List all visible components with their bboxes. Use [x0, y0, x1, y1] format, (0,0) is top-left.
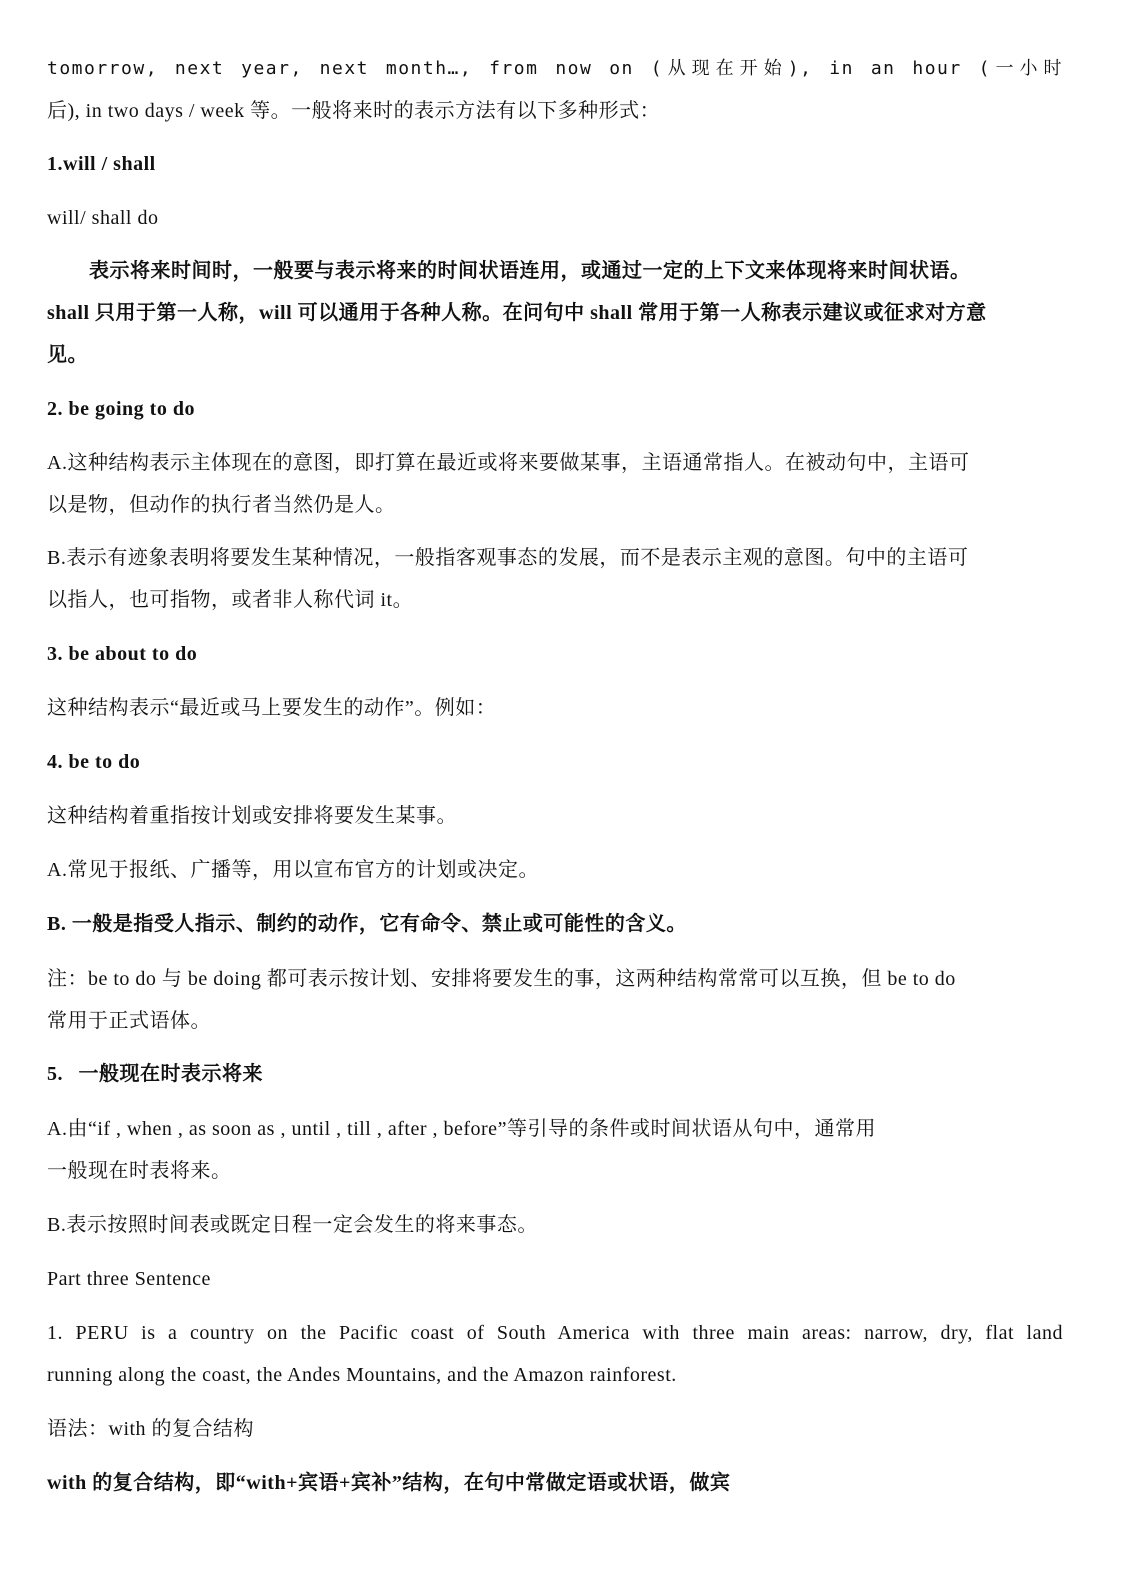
section-1-body-line-3: 见。: [47, 344, 88, 366]
section-5-b: B.表示按照时间表或既定日程一定会发生的将来事态。: [47, 1214, 538, 1236]
section-3-heading: 3. be about to do: [47, 643, 198, 665]
grammar-body: with 的复合结构，即“with+宾语+宾补”结构，在句中常做定语或状语，做宾: [47, 1472, 731, 1494]
section-5-heading-number: 5.: [47, 1063, 63, 1085]
section-2-b-line-2: 以指人，也可指物，或者非人称代词 it。: [47, 589, 414, 611]
section-1-form: will/ shall do: [47, 207, 159, 229]
section-1-body-line-1: 表示将来时间时，一般要与表示将来的时间状语连用，或通过一定的上下文来体现将来时间状语。: [89, 260, 971, 282]
section-2-a-line-2: 以是物，但动作的执行者当然仍是人。: [47, 494, 396, 516]
section-4-note-line-1: 注：be to do 与 be doing 都可表示按计划、安排将要发生的事，这两种结构常常可以互换，但 be to do: [47, 968, 956, 990]
intro-line-1: tomorrow, next year, next month…, from now on (从现在开始), in an hour (一小时: [47, 58, 1063, 79]
section-4-b: B. 一般是指受人指示、制约的动作，它有命令、禁止或可能性的含义。: [47, 913, 687, 935]
intro-line-2: 后), in two days / week 等。一般将来时的表示方法有以下多种形式：: [47, 100, 661, 122]
part-three-title: Part three Sentence: [47, 1268, 211, 1290]
section-5-heading-text: 一般现在时表示将来: [78, 1063, 263, 1085]
section-1-heading: 1.will / shall: [47, 153, 156, 175]
section-4-heading: 4. be to do: [47, 751, 141, 773]
section-5-heading: [47, 1053, 1063, 1095]
section-2-a-line-1: A.这种结构表示主体现在的意图，即打算在最近或将来要做某事，主语通常指人。在被动句中，主语可: [47, 452, 970, 474]
grammar-title: 语法：with 的复合结构: [47, 1418, 255, 1440]
section-4-note-line-2: 常用于正式语体。: [47, 1010, 211, 1032]
section-1-body-line-2: shall 只用于第一人称，will 可以通用于各种人称。在问句中 shall 常用于第一人称表示建议或征求对方意: [47, 302, 987, 324]
section-5-a-line-2: 一般现在时表将来。: [47, 1160, 232, 1182]
sentence-1-line-1: 1. PERU is a country on the Pacific coast of South America with three main areas: narrow, dry, flat land: [47, 1322, 1063, 1344]
section-2-b-line-1: B.表示有迹象表明将要发生某种情况，一般指客观事态的发展，而不是表示主观的意图。句中的主语可: [47, 547, 969, 569]
section-2-heading: 2. be going to do: [47, 398, 195, 420]
section-5-a-line-1: A.由“if , when , as soon as , until , till , after , before”等引导的条件或时间状语从句中，通常用: [47, 1118, 876, 1140]
section-4-a: A.常见于报纸、广播等，用以宣布官方的计划或决定。: [47, 859, 539, 881]
sentence-1-line-2: running along the coast, the Andes Mountains, and the Amazon rainforest.: [47, 1364, 677, 1386]
section-4-body: 这种结构着重指按计划或安排将要发生某事。: [47, 805, 457, 827]
section-3-body: 这种结构表示“最近或马上要发生的动作”。例如：: [47, 697, 497, 719]
